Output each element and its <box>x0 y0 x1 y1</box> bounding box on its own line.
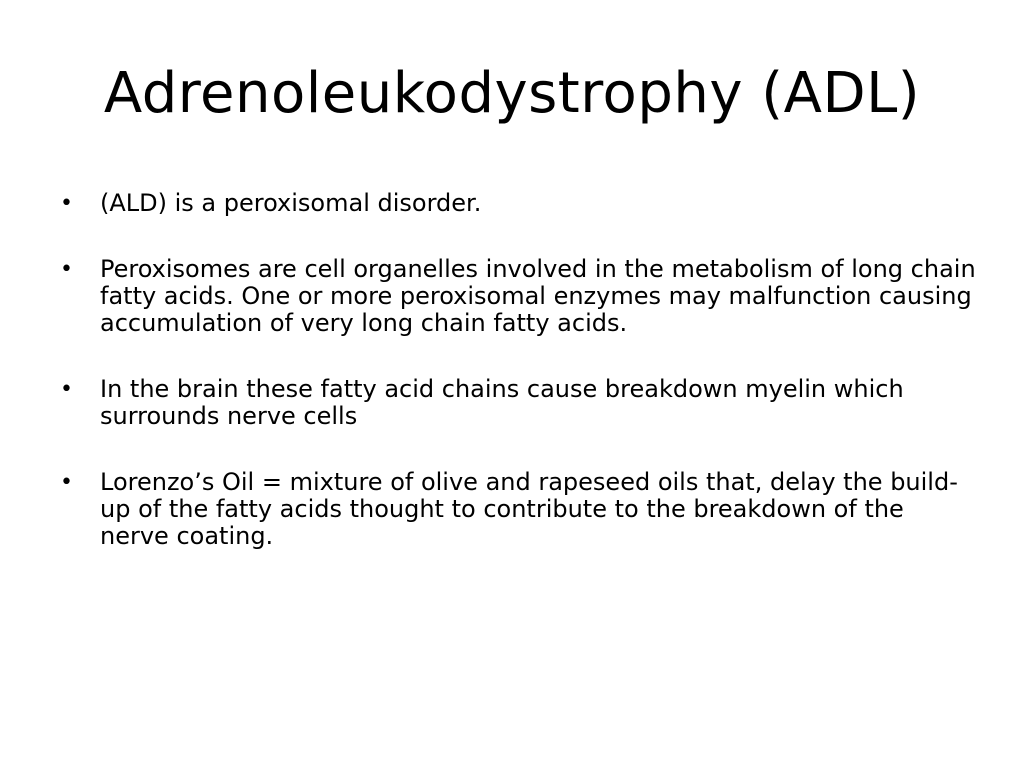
bullet-text: In the brain these fatty acid chains cause breakdown myelin which surrounds nerve cells <box>100 375 904 430</box>
bullet-dot-icon: • <box>60 257 73 282</box>
bullet-list <box>60 190 980 589</box>
bullet-text: (ALD) is a peroxisomal disorder. <box>100 189 482 217</box>
bullet-dot-icon: • <box>60 377 73 402</box>
bullet-dot-icon: • <box>60 191 73 216</box>
bullet-dot-icon: • <box>60 470 73 495</box>
bullet-item <box>60 256 980 337</box>
bullet-item <box>60 376 980 430</box>
slide-title: Adrenoleukodystrophy (ADL) <box>103 61 921 126</box>
bullet-text: Peroxisomes are cell organelles involved in the metabolism of long chain fatty acids. One or more peroxisomal enzymes may malfunction causing accumulation of very long chain fatty acids. <box>100 255 976 337</box>
bullet-item <box>60 190 980 217</box>
bullet-item <box>60 469 980 550</box>
bullet-text: Lorenzo’s Oil = mixture of olive and rapeseed oils that, delay the build-up of the fatty acids thought to contribute to the breakdown of the nerve coating. <box>100 468 958 550</box>
